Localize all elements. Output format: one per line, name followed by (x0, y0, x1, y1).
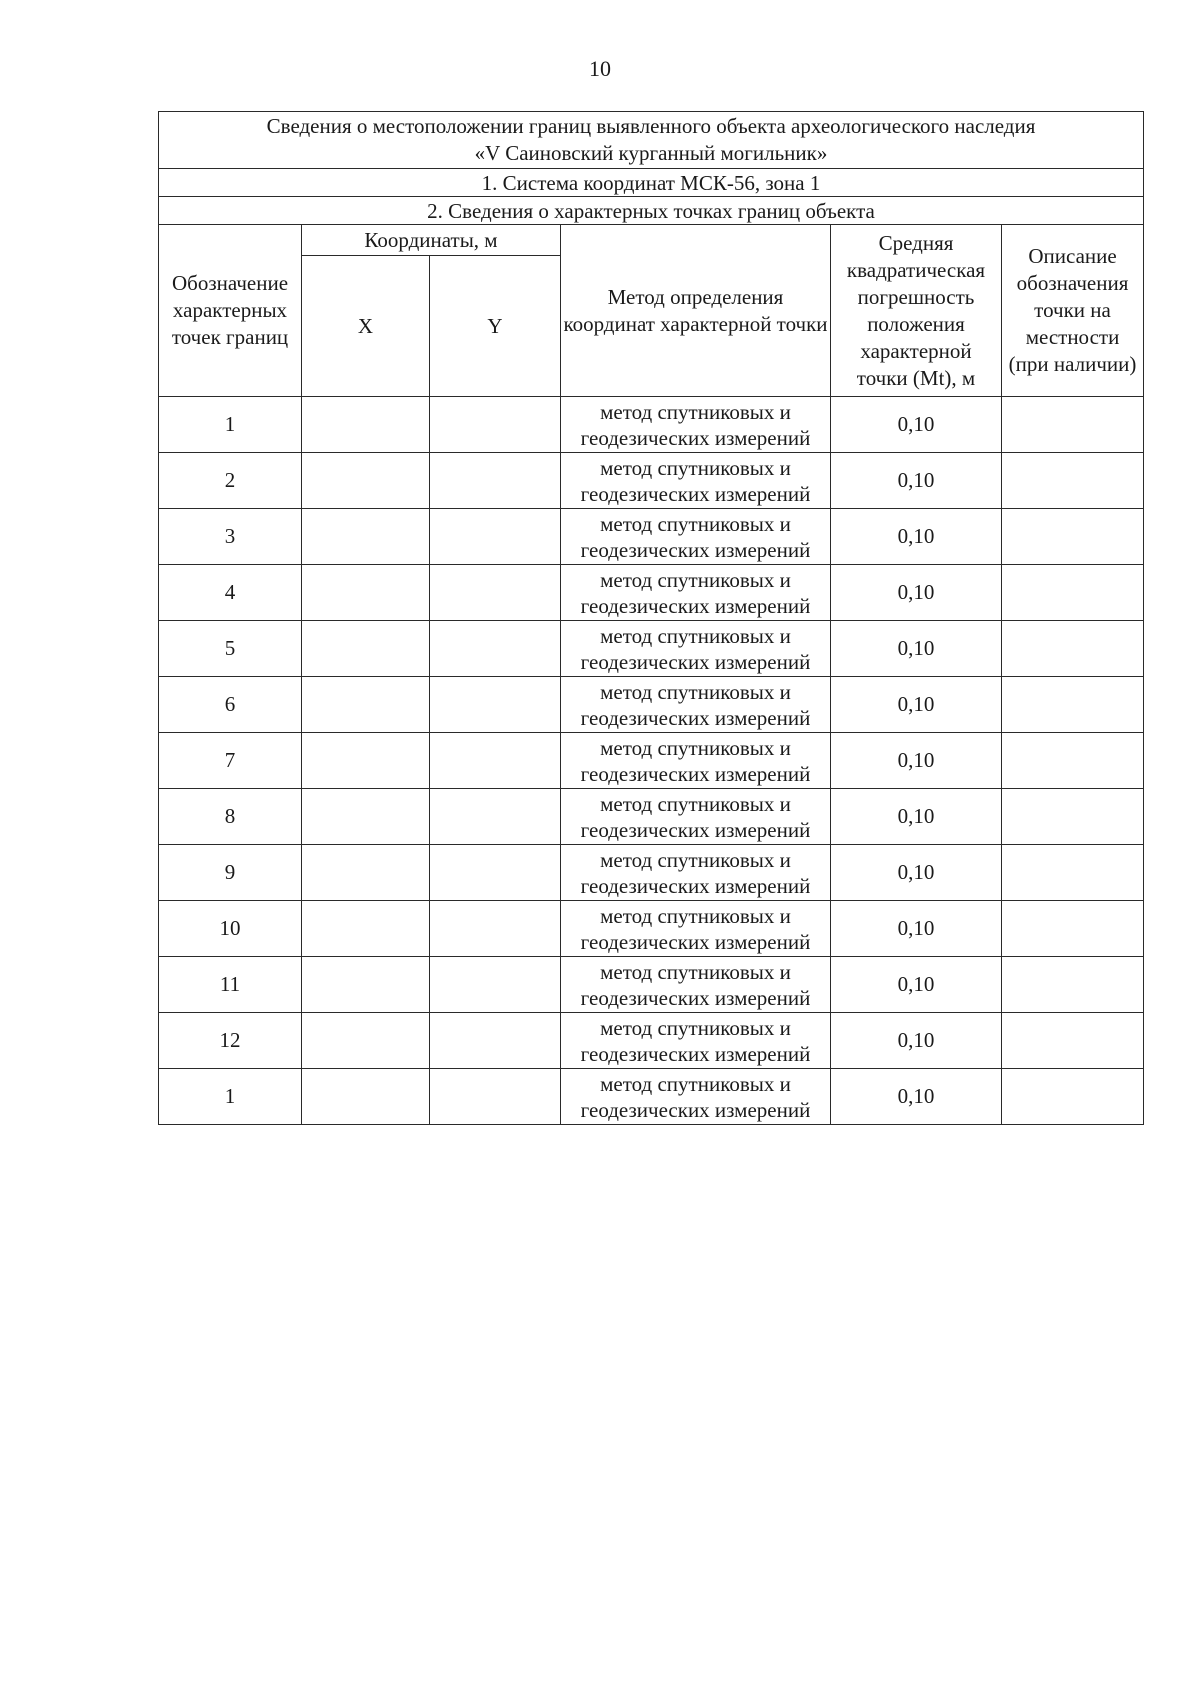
method-line1: метод спутниковых и (600, 847, 791, 872)
cell-method (561, 1069, 831, 1125)
cell-y (430, 845, 561, 901)
method-line1: метод спутниковых и (600, 903, 791, 928)
cell-error: 0,10 (831, 957, 1002, 1013)
cell-error: 0,10 (831, 621, 1002, 677)
cell-x (302, 397, 430, 453)
cell-point: 9 (159, 845, 302, 901)
table-row (159, 957, 1144, 1013)
table-title-line1: Сведения о местоположении границ выявленного объекта археологического наследия (266, 114, 1036, 138)
points-info-line: 2. Сведения о характерных точках границ объекта (159, 197, 1144, 225)
cell-description (1002, 901, 1144, 957)
method-line1: метод спутниковых и (600, 679, 791, 704)
cell-x (302, 957, 430, 1013)
cell-method (561, 565, 831, 621)
cell-error: 0,10 (831, 397, 1002, 453)
method-line1: метод спутниковых и (600, 959, 791, 984)
cell-description (1002, 1069, 1144, 1125)
cell-point: 7 (159, 733, 302, 789)
cell-description (1002, 453, 1144, 509)
cell-y (430, 565, 561, 621)
method-line2: геодезических измерений (580, 1041, 811, 1066)
cell-point: 1 (159, 397, 302, 453)
cell-y (430, 1013, 561, 1069)
cell-method (561, 733, 831, 789)
cell-method (561, 789, 831, 845)
method-line2: геодезических измерений (580, 425, 811, 450)
cell-error: 0,10 (831, 509, 1002, 565)
cell-y (430, 621, 561, 677)
boundary-points-table (158, 111, 1144, 1125)
cell-y (430, 453, 561, 509)
method-line2: геодезических измерений (580, 1097, 811, 1122)
cell-point: 5 (159, 621, 302, 677)
cell-description (1002, 565, 1144, 621)
cell-y (430, 733, 561, 789)
table-row (159, 1069, 1144, 1125)
table-row (159, 901, 1144, 957)
table-row (159, 565, 1144, 621)
cell-x (302, 1013, 430, 1069)
cell-error: 0,10 (831, 1069, 1002, 1125)
cell-error: 0,10 (831, 677, 1002, 733)
method-line1: метод спутниковых и (600, 511, 791, 536)
cell-method (561, 453, 831, 509)
method-line2: геодезических измерений (580, 593, 811, 618)
page-number: 10 (589, 56, 611, 81)
cell-description (1002, 957, 1144, 1013)
cell-method (561, 901, 831, 957)
method-line2: геодезических измерений (580, 817, 811, 842)
header-description: Описание обозначения точки на местности (при наличии) (1002, 225, 1144, 397)
method-line1: метод спутниковых и (600, 567, 791, 592)
cell-description (1002, 677, 1144, 733)
header-error: Средняя квадратическая погрешность положения характерной точки (Mt), м (831, 225, 1002, 397)
cell-y (430, 901, 561, 957)
cell-point: 3 (159, 509, 302, 565)
cell-x (302, 621, 430, 677)
cell-error: 0,10 (831, 1013, 1002, 1069)
cell-point: 12 (159, 1013, 302, 1069)
cell-point: 1 (159, 1069, 302, 1125)
method-line2: геодезических измерений (580, 761, 811, 786)
cell-error: 0,10 (831, 565, 1002, 621)
cell-point: 4 (159, 565, 302, 621)
cell-error: 0,10 (831, 733, 1002, 789)
table-row (159, 845, 1144, 901)
cell-method (561, 845, 831, 901)
cell-description (1002, 397, 1144, 453)
cell-method (561, 677, 831, 733)
cell-description (1002, 733, 1144, 789)
method-line2: геодезических измерений (580, 649, 811, 674)
table-row (159, 453, 1144, 509)
table-row (159, 677, 1144, 733)
table-row (159, 1013, 1144, 1069)
method-line2: геодезических измерений (580, 537, 811, 562)
cell-y (430, 677, 561, 733)
method-line2: геодезических измерений (580, 985, 811, 1010)
cell-point: 8 (159, 789, 302, 845)
cell-y (430, 509, 561, 565)
cell-y (430, 1069, 561, 1125)
cell-method (561, 621, 831, 677)
header-x: X (302, 256, 430, 397)
cell-method (561, 509, 831, 565)
cell-method (561, 1013, 831, 1069)
header-coordinates: Координаты, м (302, 225, 561, 256)
cell-error: 0,10 (831, 901, 1002, 957)
method-line2: геодезических измерений (580, 481, 811, 506)
cell-description (1002, 789, 1144, 845)
table-title-line2: «V Саиновский курганный могильник» (474, 141, 828, 165)
cell-x (302, 901, 430, 957)
method-line1: метод спутниковых и (600, 1015, 791, 1040)
header-point: Обозначение характерных точек границ (159, 225, 302, 397)
method-line1: метод спутниковых и (600, 791, 791, 816)
table-title (159, 112, 1144, 169)
method-line1: метод спутниковых и (600, 1071, 791, 1096)
table-row (159, 621, 1144, 677)
cell-y (430, 957, 561, 1013)
cell-x (302, 789, 430, 845)
cell-point: 2 (159, 453, 302, 509)
cell-error: 0,10 (831, 845, 1002, 901)
cell-x (302, 677, 430, 733)
cell-x (302, 565, 430, 621)
method-line1: метод спутниковых и (600, 623, 791, 648)
cell-method (561, 397, 831, 453)
cell-point: 10 (159, 901, 302, 957)
cell-point: 11 (159, 957, 302, 1013)
cell-method (561, 957, 831, 1013)
method-line2: геодезических измерений (580, 873, 811, 898)
cell-description (1002, 845, 1144, 901)
method-line1: метод спутниковых и (600, 399, 791, 424)
cell-error: 0,10 (831, 453, 1002, 509)
header-y: Y (430, 256, 561, 397)
cell-y (430, 789, 561, 845)
table-row (159, 789, 1144, 845)
cell-x (302, 733, 430, 789)
header-method: Метод определения координат характерной точки (561, 225, 831, 397)
cell-x (302, 1069, 430, 1125)
coordinate-system-line: 1. Система координат МСК-56, зона 1 (159, 169, 1144, 197)
cell-y (430, 397, 561, 453)
cell-x (302, 509, 430, 565)
table-row (159, 509, 1144, 565)
cell-x (302, 453, 430, 509)
method-line2: геодезических измерений (580, 929, 811, 954)
cell-description (1002, 509, 1144, 565)
method-line2: геодезических измерений (580, 705, 811, 730)
cell-point: 6 (159, 677, 302, 733)
cell-x (302, 845, 430, 901)
cell-error: 0,10 (831, 789, 1002, 845)
table-row (159, 733, 1144, 789)
table-row (159, 397, 1144, 453)
cell-description (1002, 1013, 1144, 1069)
method-line1: метод спутниковых и (600, 455, 791, 480)
cell-description (1002, 621, 1144, 677)
method-line1: метод спутниковых и (600, 735, 791, 760)
